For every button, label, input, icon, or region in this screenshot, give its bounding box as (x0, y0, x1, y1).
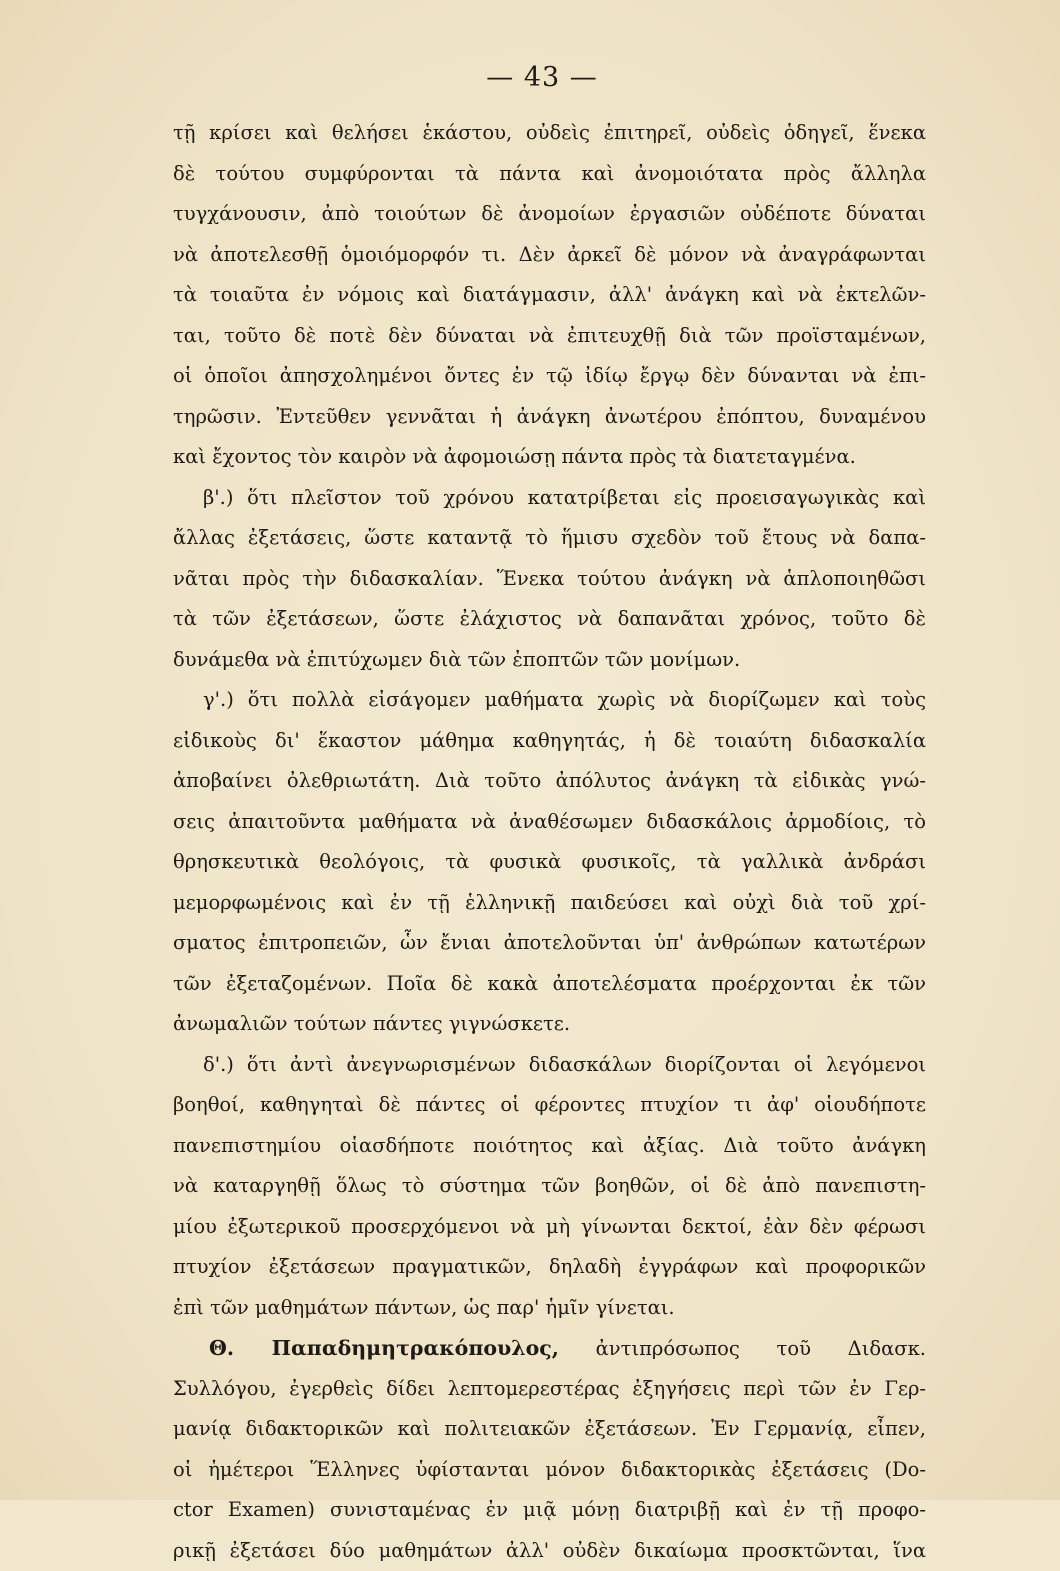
text-line: ρικῇ ἐξετάσει δύο μαθημάτων ἀλλ' οὐδὲν δικαίωμα προσκτῶνται, ἵνα (173, 1531, 926, 1571)
text-line: πανεπιστημίου οἱασδήποτε ποιότητος καὶ ἀξίας. Διὰ τοῦτο ἀνάγκη (173, 1126, 926, 1167)
text-line: δυνάμεθα νὰ ἐπιτύχωμεν διὰ τῶν ἐποπτῶν τῶν μονίμων. (173, 640, 926, 681)
speaker-line (173, 1328, 926, 1369)
text-line: τυγχάνουσιν, ἀπὸ τοιούτων δὲ ἀνομοίων ἐργασιῶν οὐδέποτε δύναται (173, 194, 926, 235)
text-line: πτυχίον ἐξετάσεων πραγματικῶν, δηλαδὴ ἐγγράφων καὶ προφορικῶν (173, 1247, 926, 1288)
text-line: ctor Examen) συνισταμένας ἐν μιᾷ μόνῃ διατριβῇ καὶ ἐν τῇ προφο- (173, 1490, 926, 1531)
text-line: θρησκευτικὰ θεολόγοις, τὰ φυσικὰ φυσικοῖς, τὰ γαλλικὰ ἀνδράσι (173, 842, 926, 883)
speaker-role: ἀντιπρόσωπος τοῦ Διδασκ. (596, 1337, 926, 1360)
text-line: γ'.) ὅτι πολλὰ εἰσάγομεν μαθήματα χωρὶς νὰ διορίζωμεν καὶ τοὺς (173, 680, 926, 721)
text-line: β'.) ὅτι πλεῖστον τοῦ χρόνου κατατρίβεται εἰς προεισαγωγικὰς καὶ (173, 478, 926, 519)
text-line: νᾶται πρὸς τὴν διδασκαλίαν. Ἕνεκα τούτου ἀνάγκη νὰ ἁπλοποιηθῶσι (173, 559, 926, 600)
body-text (173, 113, 926, 1571)
text-line: ται, τοῦτο δὲ ποτὲ δὲν δύναται νὰ ἐπιτευχθῇ διὰ τῶν προϊσταμένων, (173, 316, 926, 357)
text-line: ἐπὶ τῶν μαθημάτων πάντων, ὡς παρ' ἡμῖν γίνεται. (173, 1288, 926, 1329)
text-line: νὰ καταργηθῇ ὅλως τὸ σύστημα τῶν βοηθῶν, οἱ δὲ ἀπὸ πανεπιστη- (173, 1166, 926, 1207)
text-line: σεις ἀπαιτοῦντα μαθήματα νὰ ἀναθέσωμεν διδασκάλοις ἁρμοδίοις, τὸ (173, 802, 926, 843)
text-line: τὰ τοιαῦτα ἐν νόμοις καὶ διατάγμασιν, ἀλλ' ἀνάγκη καὶ νὰ ἐκτελῶν- (173, 275, 926, 316)
text-line: καὶ ἔχοντος τὸν καιρὸν νὰ ἀφομοιώσῃ πάντα πρὸς τὰ διατεταγμένα. (173, 437, 926, 478)
text-line: νὰ ἀποτελεσθῇ ὁμοιόμορφόν τι. Δὲν ἀρκεῖ δὲ μόνον νὰ ἀναγράφωνται (173, 235, 926, 276)
text-line: μανίᾳ διδακτορικῶν καὶ πολιτειακῶν ἐξετάσεων. Ἐν Γερμανίᾳ, εἶπεν, (173, 1409, 926, 1450)
text-line: σματος ἐπιτροπειῶν, ὧν ἔνιαι ἀποτελοῦνται ὑπ' ἀνθρώπων κατωτέρων (173, 923, 926, 964)
page-number: — 43 — (0, 62, 1060, 93)
text-line: τῇ κρίσει καὶ θελήσει ἑκάστου, οὐδεὶς ἐπιτηρεῖ, οὐδεὶς ὁδηγεῖ, ἕνεκα (173, 113, 926, 154)
text-line: ἀνωμαλιῶν τούτων πάντες γιγνώσκετε. (173, 1004, 926, 1045)
text-line: οἱ ἡμέτεροι Ἕλληνες ὑφίστανται μόνον διδακτορικὰς ἐξετάσεις (Do- (173, 1450, 926, 1491)
text-line: βοηθοί, καθηγηταὶ δὲ πάντες οἱ φέροντες πτυχίον τι ἀφ' οἱουδήποτε (173, 1085, 926, 1126)
text-line: τηρῶσιν. Ἐντεῦθεν γεννᾶται ἡ ἀνάγκη ἀνωτέρου ἐπόπτου, δυναμένου (173, 397, 926, 438)
text-line: οἱ ὁποῖοι ἀπησχολημένοι ὄντες ἐν τῷ ἰδίῳ ἔργῳ δὲν δύνανται νὰ ἐπι- (173, 356, 926, 397)
text-line: ἀποβαίνει ὀλεθριωτάτη. Διὰ τοῦτο ἀπόλυτος ἀνάγκη τὰ εἰδικὰς γνώ- (173, 761, 926, 802)
text-line: μεμορφωμένοις καὶ ἐν τῇ ἑλληνικῇ παιδεύσει καὶ οὐχὶ διὰ τοῦ χρί- (173, 883, 926, 924)
text-line: μίου ἐξωτερικοῦ προσερχόμενοι νὰ μὴ γίνωνται δεκτοί, ἐὰν δὲν φέρωσι (173, 1207, 926, 1248)
text-line: Συλλόγου, ἐγερθεὶς δίδει λεπτομερεστέρας ἐξηγήσεις περὶ τῶν ἐν Γερ- (173, 1369, 926, 1410)
text-line: ἄλλας ἐξετάσεις, ὥστε καταντᾷ τὸ ἥμισυ σχεδὸν τοῦ ἔτους νὰ δαπα- (173, 518, 926, 559)
text-line: τῶν ἐξεταζομένων. Ποῖα δὲ κακὰ ἀποτελέσματα προέρχονται ἐκ τῶν (173, 964, 926, 1005)
speaker-name: Θ. Παπαδημητρακόπουλος, (209, 1336, 559, 1360)
text-line: δ'.) ὅτι ἀντὶ ἀνεγνωρισμένων διδασκάλων διορίζονται οἱ λεγόμενοι (173, 1045, 926, 1086)
text-line: εἰδικοὺς δι' ἕκαστον μάθημα καθηγητάς, ἡ δὲ τοιαύτη διδασκαλία (173, 721, 926, 762)
text-line: δὲ τούτου συμφύρονται τὰ πάντα καὶ ἀνομοιότατα πρὸς ἄλληλα (173, 154, 926, 195)
text-line: τὰ τῶν ἐξετάσεων, ὥστε ἐλάχιστος νὰ δαπανᾶται χρόνος, τοῦτο δὲ (173, 599, 926, 640)
